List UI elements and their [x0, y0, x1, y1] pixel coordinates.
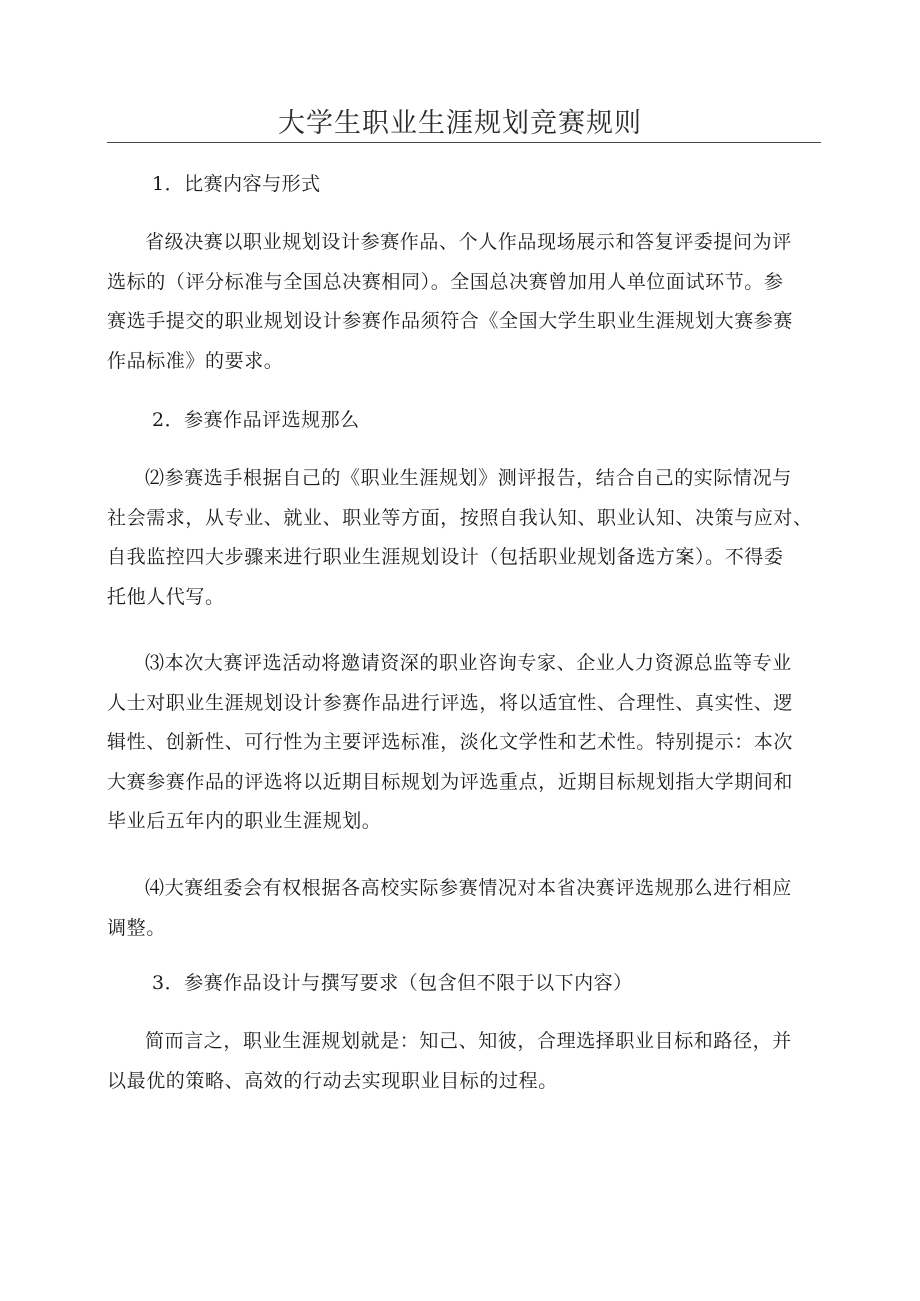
paragraph-line: 调整。 — [107, 916, 166, 939]
paragraph-line: 省级决赛以职业规划设计参赛作品、个人作品现场展示和答复评委提问为评 — [145, 231, 792, 253]
section-2-paragraph-3 — [107, 869, 827, 948]
paragraph-line: 选标的（评分标准与全国总决赛相同）。全国总决赛曾加用人单位面试环节。参 — [107, 270, 784, 293]
section-2-paragraph-2 — [107, 644, 827, 842]
section-3-heading: 3．参赛作品设计与撰写要求（包含但不限于以下内容） — [152, 972, 633, 994]
paragraph-line: 赛选手提交的职业规划设计参赛作品须符合《全国大学生职业生涯规划大赛参赛 — [107, 310, 794, 332]
document-title: 大学生职业生涯规划竞赛规则 — [278, 108, 642, 139]
paragraph-line: 大赛参赛作品的评选将以近期目标规划为评选重点，近期目标规划指大学期间和 — [107, 770, 794, 793]
title-divider — [107, 142, 821, 143]
section-3-paragraph-1 — [107, 1022, 827, 1101]
paragraph-line: 社会需求，从专业、就业、职业等方面，按照自我认知、职业认知、决策与应对、 — [107, 506, 813, 529]
paragraph-line: 作品标准》的要求。 — [107, 349, 284, 372]
section-1-paragraph-1 — [107, 223, 827, 381]
paragraph-line: ⑵参赛选手根据自己的《职业生涯规划》测评报告，结合自己的实际情况与 — [145, 467, 792, 489]
paragraph-line: 托他人代写。 — [107, 585, 225, 608]
section-2-paragraph-1 — [107, 459, 827, 617]
paragraph-line: 人士对职业生涯规划设计参赛作品进行评选，将以适宜性、合理性、真实性、逻 — [107, 691, 794, 714]
paragraph-line: ⑶本次大赛评选活动将邀请资深的职业咨询专家、企业人力资源总监等专业 — [145, 652, 792, 674]
paragraph-line: 简而言之，职业生涯规划就是：知己、知彼，合理选择职业目标和路径，并 — [145, 1030, 792, 1052]
paragraph-line: 以最优的策略、高效的行动去实现职业目标的过程。 — [107, 1069, 558, 1092]
section-1-heading: 1．比赛内容与形式 — [152, 173, 321, 195]
section-2-heading: 2．参赛作品评选规那么 — [152, 409, 360, 431]
paragraph-line: 辑性、创新性、可行性为主要评选标准，淡化文学性和艺术性。特别提示：本次 — [107, 731, 794, 753]
paragraph-line: 毕业后五年内的职业生涯规划。 — [107, 810, 382, 832]
paragraph-line: 自我监控四大步骤来进行职业生涯规划设计（包括职业规划备选方案）。不得委 — [107, 546, 784, 568]
paragraph-line: ⑷大赛组委会有权根据各高校实际参赛情况对本省决赛评选规那么进行相应 — [145, 877, 792, 899]
